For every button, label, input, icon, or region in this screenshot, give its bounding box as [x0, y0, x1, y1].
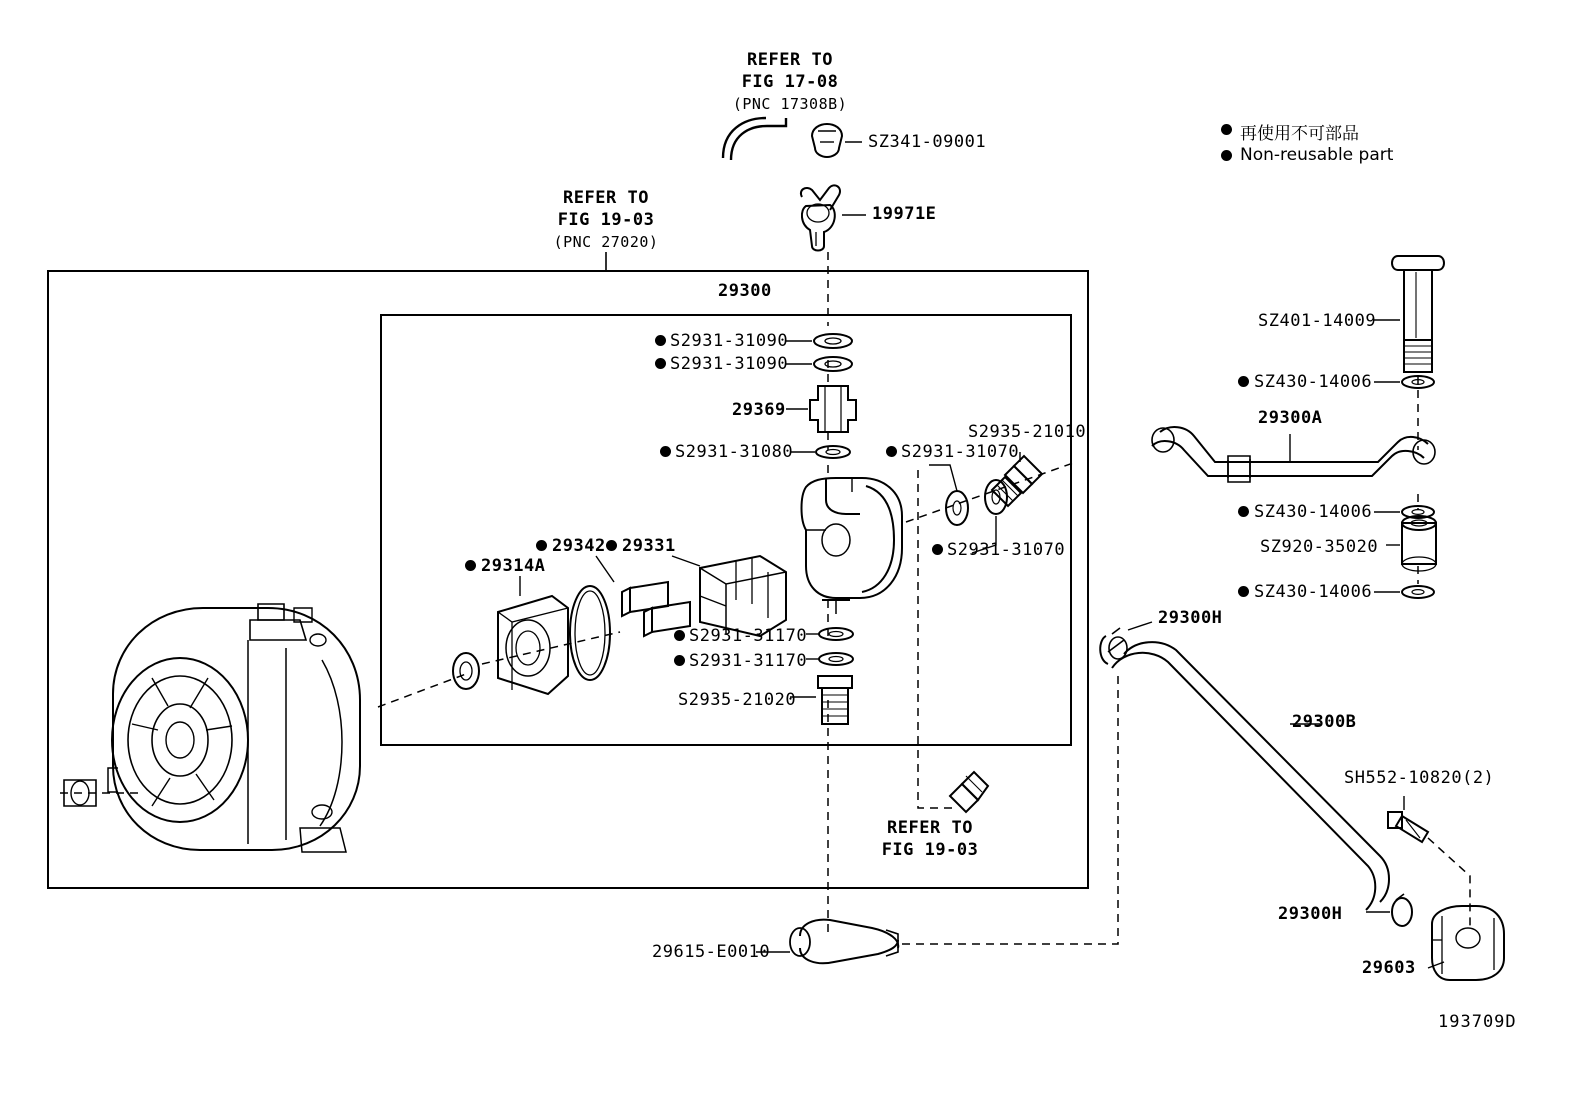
- nonreusable-dot-s2931-31090-a: [655, 335, 666, 346]
- label-s2931-31070-a: S2931-31070: [901, 442, 1020, 462]
- label-29342: 29342: [552, 536, 606, 556]
- dashed-bracket-ref-1903: [918, 470, 952, 808]
- part-s2931-31090-a-shape: [814, 334, 852, 348]
- label-29300: 29300: [718, 281, 772, 301]
- part-s2931-31170-b-shape: [819, 653, 853, 665]
- ref-fig-1903-bottom-line1: REFER TO: [887, 818, 973, 838]
- part-s2935-21020-shape: [818, 676, 852, 724]
- part-29342-shape: [622, 582, 690, 636]
- ref-fig-1903-top-line1: REFER TO: [563, 188, 649, 208]
- part-alternator-shape: [64, 604, 360, 852]
- part-29331-shape: [700, 556, 786, 636]
- ref-fig-1903-top-line3: (PNC 27020): [553, 233, 659, 251]
- legend-dot-en: [1221, 150, 1232, 161]
- ref-fig-1708-line1: REFER TO: [747, 50, 833, 70]
- legend-japanese: 再使用不可部品: [1240, 124, 1359, 144]
- label-29300b: 29300B: [1292, 712, 1357, 732]
- nonreusable-dot-s2931-31170-b: [674, 655, 685, 666]
- nonreusable-dot-s2931-31070-b: [932, 544, 943, 555]
- part-ref-bolt-shape: [950, 772, 988, 812]
- label-s2931-31170-a: S2931-31170: [689, 626, 808, 646]
- ref-fig-1903-top-line2: FIG 19-03: [557, 210, 655, 230]
- ref-fig-1708-line2: FIG 17-08: [741, 72, 839, 92]
- part-s2931-31170-a-shape: [819, 628, 853, 640]
- nonreusable-dot-sz430-b: [1238, 506, 1249, 517]
- part-sh552-10820-shape: [1388, 812, 1428, 842]
- ref-fig-1708-line3: (PNC 17308B): [732, 95, 848, 113]
- outer-assembly-box: [48, 271, 1088, 888]
- label-29603: 29603: [1362, 958, 1416, 978]
- leader-29331: [672, 556, 700, 566]
- part-pump-housing-shape: [802, 478, 903, 614]
- part-19971e-shape: [801, 185, 840, 250]
- leader-29300h-top: [1128, 622, 1152, 630]
- part-29369-shape: [810, 386, 856, 432]
- axis-dashed-alt-to-plate: [378, 674, 466, 707]
- nonreusable-dot-29342: [536, 540, 547, 551]
- label-19971e: 19971E: [872, 204, 937, 224]
- part-sz341-09001-shape: [812, 124, 842, 157]
- nonreusable-dot-s2931-31090-b: [655, 358, 666, 369]
- axis-dashed-plate-chain: [482, 632, 620, 664]
- part-s2931-31070-a-shape: [946, 491, 968, 525]
- legend-dot-jp: [1221, 124, 1232, 135]
- ref-fig-1903-bottom-line2: FIG 19-03: [881, 840, 979, 860]
- label-s2935-21020: S2935-21020: [678, 690, 797, 710]
- part-bushing-shape: [453, 653, 479, 689]
- part-sz920-35020-shape: [1402, 516, 1436, 571]
- label-29369: 29369: [732, 400, 786, 420]
- label-29615-e0010: 29615-E0010: [652, 942, 771, 962]
- label-s2931-31070-b: S2931-31070: [947, 540, 1066, 560]
- label-s2931-31090-a: S2931-31090: [670, 331, 789, 351]
- part-29603-shape: [1432, 906, 1504, 980]
- label-sh552-10820: SH552-10820(2): [1344, 768, 1495, 788]
- leader-29342: [596, 556, 614, 582]
- nonreusable-dot-s2931-31080: [660, 446, 671, 457]
- label-sz401-14009: SZ401-14009: [1258, 311, 1377, 331]
- leader-s2931-31070-a: [929, 465, 957, 491]
- label-s2935-21010: S2935-21010: [968, 422, 1087, 442]
- label-s2931-31170-b: S2931-31170: [689, 651, 808, 671]
- label-29300h-bottom: 29300H: [1278, 904, 1343, 924]
- nonreusable-dot-s2931-31170-a: [674, 630, 685, 641]
- part-sz430-14006-c-shape: [1402, 586, 1434, 598]
- label-s2931-31080: S2931-31080: [675, 442, 794, 462]
- part-s2931-31090-b-shape: [814, 357, 852, 371]
- label-sz430-14006-b: SZ430-14006: [1254, 502, 1373, 522]
- nonreusable-dot-29314a: [465, 560, 476, 571]
- label-sz430-14006-c: SZ430-14006: [1254, 582, 1373, 602]
- inner-assembly-box: [381, 315, 1071, 745]
- part-29300h-bottom-shape: [1392, 894, 1412, 926]
- label-29300a: 29300A: [1258, 408, 1323, 428]
- nonreusable-dot-s2931-31070-a: [886, 446, 897, 457]
- label-29331: 29331: [622, 536, 676, 556]
- label-sz341-09001: SZ341-09001: [868, 132, 987, 152]
- part-sz401-14009-shape: [1392, 256, 1444, 372]
- label-29300h-top: 29300H: [1158, 608, 1223, 628]
- legend-english: Non-reusable part: [1240, 145, 1394, 165]
- label-29314a: 29314A: [481, 556, 546, 576]
- hose-stub-17308b-2: [723, 118, 766, 158]
- label-sz430-14006-a: SZ430-14006: [1254, 372, 1373, 392]
- nonreusable-dot-29331: [606, 540, 617, 551]
- part-29314a-shape: [498, 596, 568, 694]
- figure-id: 193709D: [1438, 1012, 1517, 1032]
- part-s2931-31080-shape: [816, 446, 850, 458]
- nonreusable-dot-sz430-c: [1238, 586, 1249, 597]
- label-s2931-31090-b: S2931-31090: [670, 354, 789, 374]
- nonreusable-dot-sz430-a: [1238, 376, 1249, 387]
- part-oring-shape: [570, 586, 610, 680]
- label-sz920-35020: SZ920-35020: [1260, 537, 1379, 557]
- part-29300a-shape: [1152, 427, 1435, 482]
- part-29615-e0010-shape: [790, 920, 898, 964]
